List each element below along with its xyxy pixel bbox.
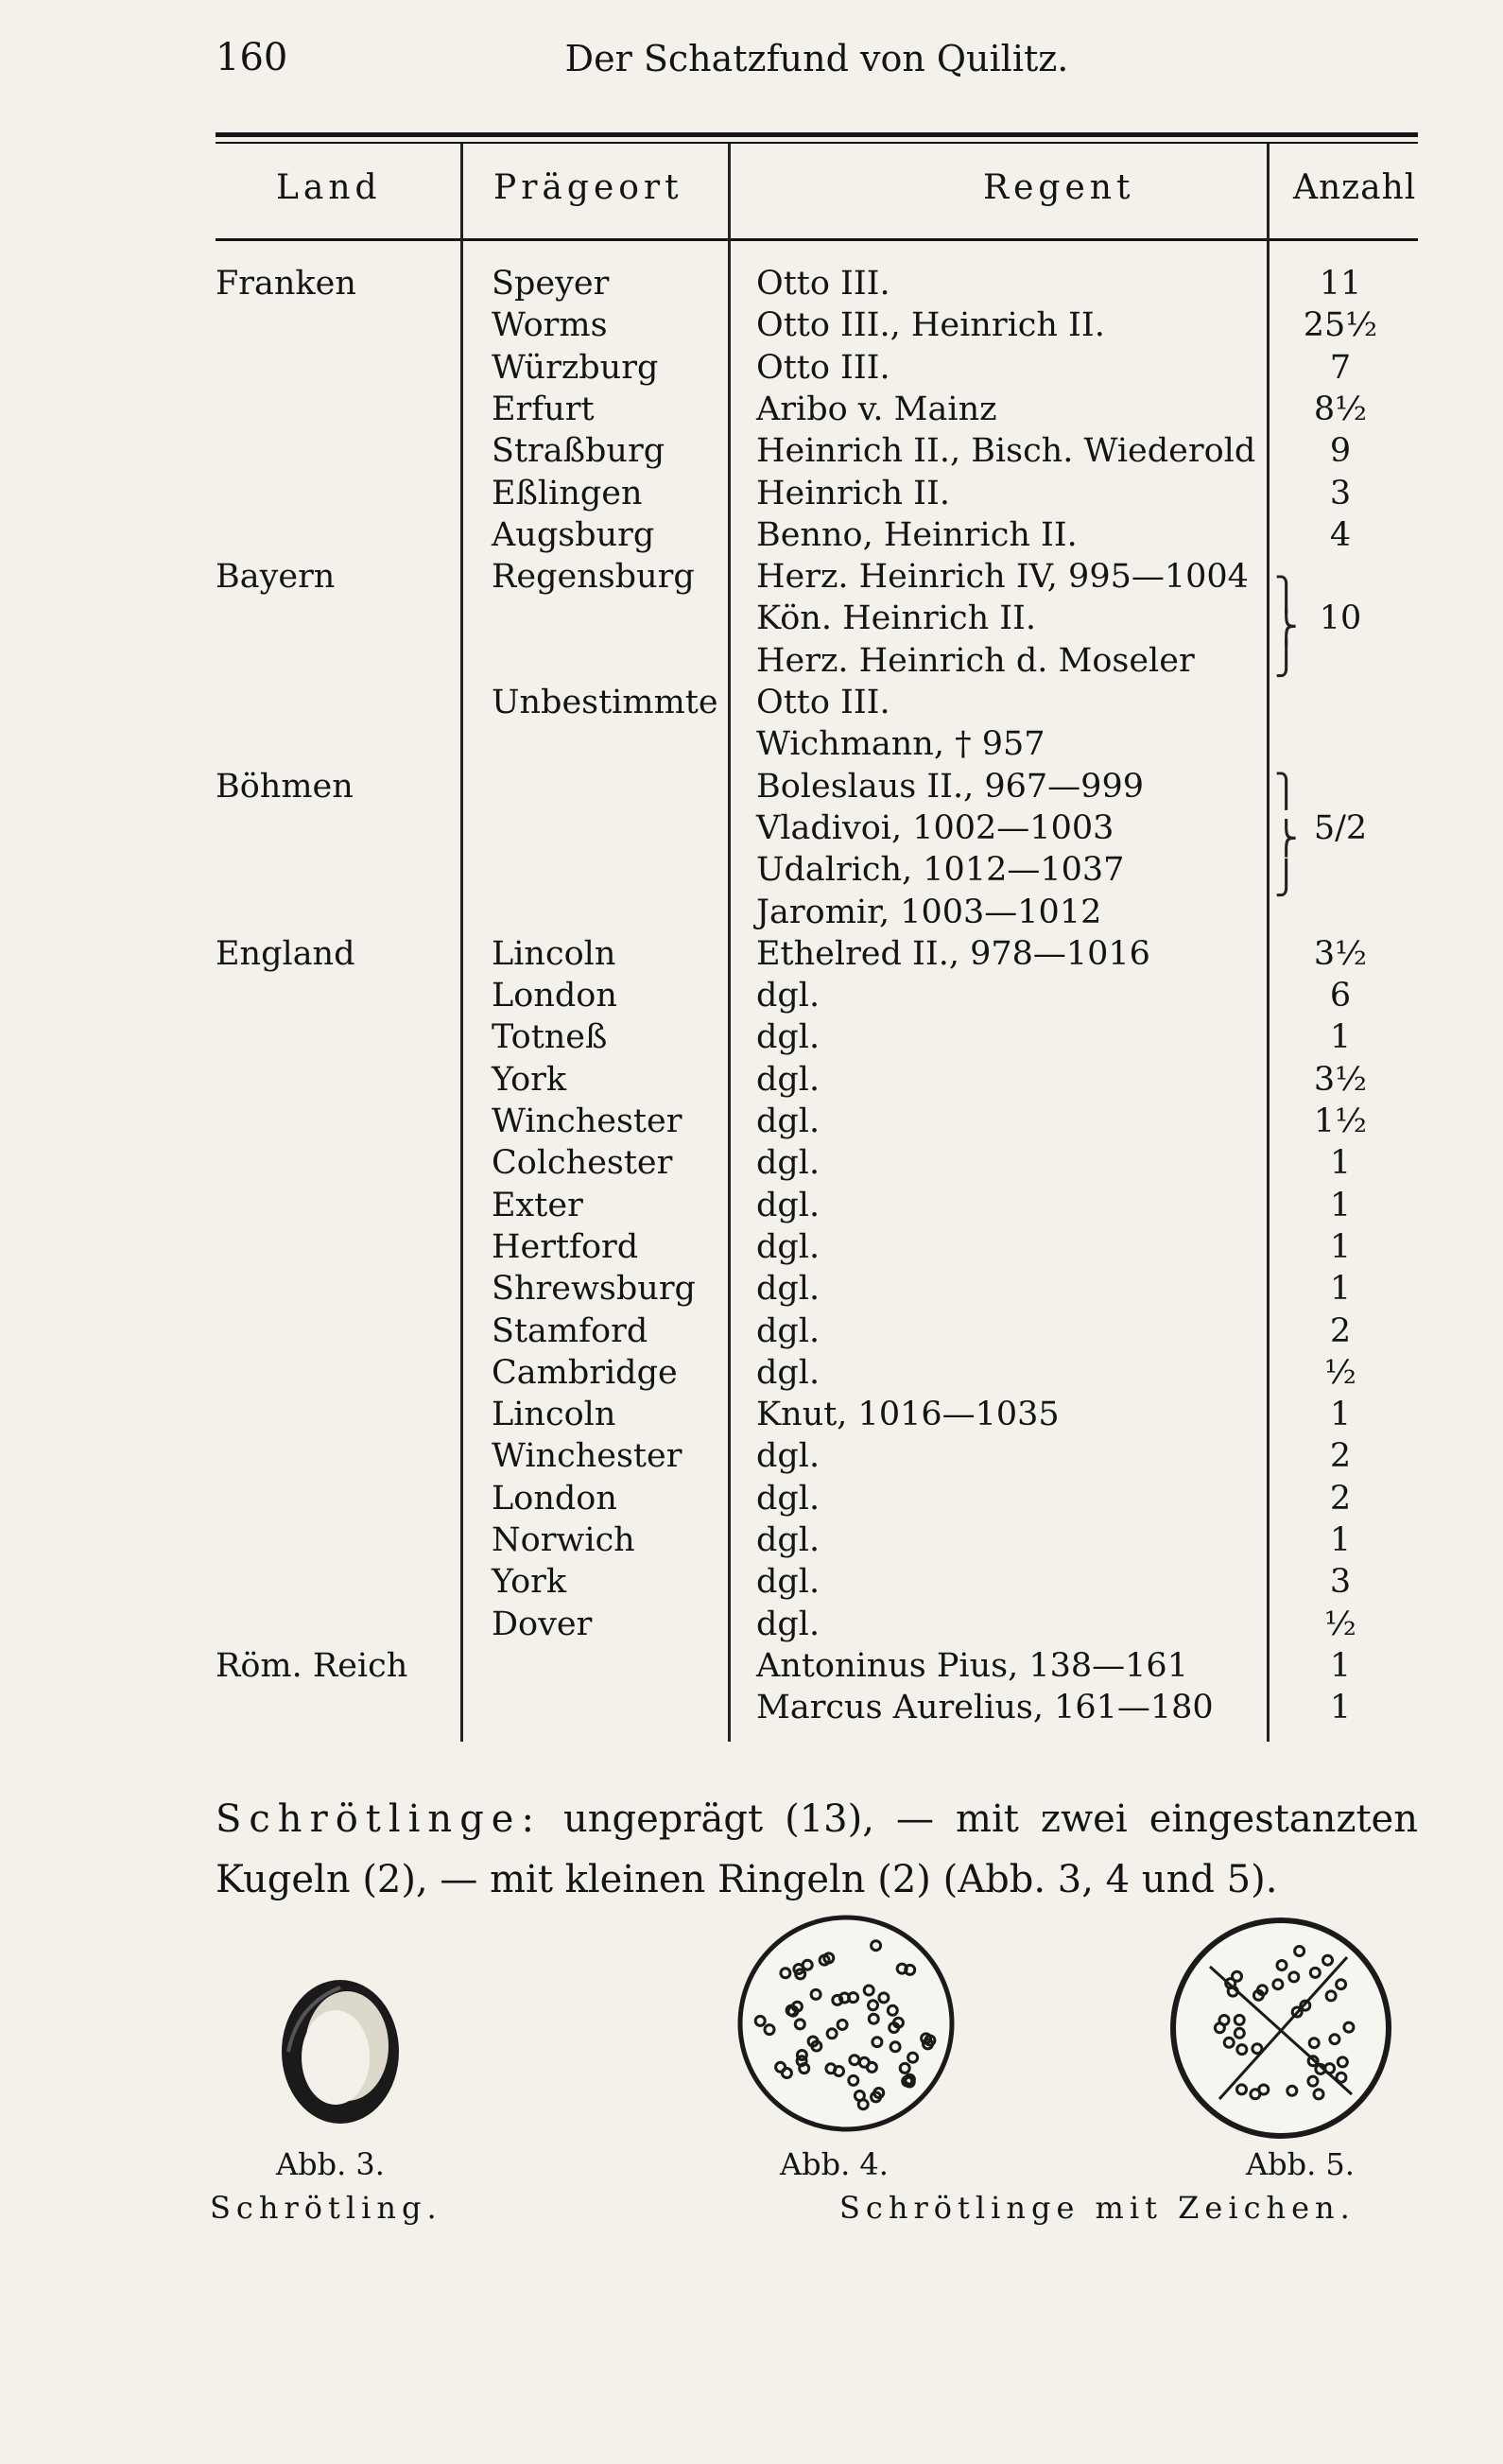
cell-anzahl: 2 <box>1329 1480 1352 1518</box>
cell-regent: Aribo v. Mainz <box>756 390 997 428</box>
schroetlinge-paragraph <box>216 1789 1418 1910</box>
brace-bayern: ⎬ <box>1274 608 1299 646</box>
cell-anzahl: 1 <box>1329 1018 1352 1056</box>
cell-anzahl: 1½ <box>1313 1102 1368 1140</box>
figure-label-abb4: Abb. 4. <box>780 2146 889 2182</box>
cell-regent: dgl. <box>756 1187 821 1224</box>
cell-regent: dgl. <box>756 1437 821 1475</box>
page-number: 160 <box>216 36 288 79</box>
cell-praegeort: Speyer <box>492 265 610 303</box>
column-header-anzahl: Anzahl <box>1293 168 1417 207</box>
cell-regent: Heinrich II., Bisch. Wiederold <box>756 432 1256 470</box>
brace-bayern: ⎭ <box>1274 640 1299 678</box>
cell-anzahl: ½ <box>1324 1354 1356 1392</box>
cell-regent: Heinrich II. <box>756 475 950 512</box>
brace-boehmen: ⎫ <box>1274 772 1299 810</box>
cell-praegeort: London <box>492 1480 617 1518</box>
cell-regent: dgl. <box>756 1228 821 1266</box>
cell-praegeort: Dover <box>492 1605 593 1643</box>
cell-anzahl: 1 <box>1329 1521 1352 1559</box>
cell-regent: Vladivoi, 1002—1003 <box>756 809 1114 847</box>
page-header <box>216 36 1418 93</box>
cell-regent: Udalrich, 1012—1037 <box>756 851 1125 889</box>
cell-land: England <box>216 935 355 973</box>
cell-praegeort: York <box>492 1563 567 1601</box>
cell-regent: dgl. <box>756 1354 821 1392</box>
paragraph-lead: Schrötlinge: <box>216 1797 542 1841</box>
running-title: Der Schatzfund von Quilitz. <box>564 38 1069 79</box>
cell-regent: Wichmann, † 957 <box>756 725 1045 763</box>
cell-praegeort: Winchester <box>492 1102 682 1140</box>
cell-regent: Otto III. <box>756 265 890 303</box>
cell-regent: Otto III. <box>756 349 890 387</box>
cell-praegeort: York <box>492 1061 567 1099</box>
caption-schroetling: Schrötling. <box>210 2190 442 2226</box>
figure-label-abb3: Abb. 3. <box>276 2146 385 2182</box>
cell-praegeort: Totneß <box>492 1018 608 1056</box>
cell-praegeort: Augsburg <box>492 516 655 554</box>
cell-regent: dgl. <box>756 1061 821 1099</box>
column-header-land: Land <box>276 168 382 207</box>
paragraph-text: ungeprägt (13), — mit zwei eingestanzten Kugeln (2), — mit kleinen Ringeln (2) (Abb. 3, 4 und 5). <box>216 1797 1418 1901</box>
cell-regent: Herz. Heinrich d. Moseler <box>756 642 1195 680</box>
cell-praegeort: Straßburg <box>492 432 665 470</box>
cell-regent: dgl. <box>756 1480 821 1518</box>
cell-anzahl: 3 <box>1329 1563 1352 1601</box>
cell-praegeort: Lincoln <box>492 935 616 973</box>
cell-praegeort: Cambridge <box>492 1354 678 1392</box>
cell-praegeort: Erfurt <box>492 390 595 428</box>
caption-schroetlinge-mit-zeichen: Schrötlinge mit Zeichen. <box>839 2190 1356 2226</box>
column-divider <box>728 144 731 1742</box>
cell-regent: dgl. <box>756 977 821 1015</box>
cell-regent: Boleslaus II., 967—999 <box>756 768 1144 806</box>
column-header-praegeort: Prägeort <box>493 168 683 207</box>
brace-boehmen: ⎭ <box>1274 859 1299 897</box>
cell-praegeort: Hertford <box>492 1228 639 1266</box>
figure-abb3-blank-icon <box>269 1967 411 2137</box>
cell-land: Bayern <box>216 558 336 596</box>
cell-praegeort: Norwich <box>492 1521 635 1559</box>
cell-regent: Kön. Heinrich II. <box>756 599 1037 637</box>
cell-anzahl: 3½ <box>1313 1061 1368 1099</box>
cell-regent: dgl. <box>756 1605 821 1643</box>
cell-praegeort: Winchester <box>492 1437 682 1475</box>
cell-regent: Otto III., Heinrich II. <box>756 306 1105 344</box>
cell-regent: Marcus Aurelius, 161—180 <box>756 1689 1214 1727</box>
cell-anzahl: 4 <box>1329 516 1352 554</box>
cell-anzahl: 10 <box>1319 599 1362 637</box>
figure-abb4-ringlets-icon <box>733 1910 959 2137</box>
cell-anzahl: 1 <box>1329 1689 1352 1727</box>
column-divider <box>460 144 463 1742</box>
cell-praegeort: London <box>492 977 617 1015</box>
cell-anzahl: 6 <box>1329 977 1352 1015</box>
cell-land: Franken <box>216 265 356 303</box>
cell-regent: dgl. <box>756 1018 821 1056</box>
cell-praegeort: Shrewsburg <box>492 1270 696 1308</box>
cell-praegeort: Stamford <box>492 1312 648 1350</box>
table-header-rule <box>216 238 1418 241</box>
brace-bayern: ⎫ <box>1274 576 1299 614</box>
cell-anzahl: 11 <box>1319 265 1362 303</box>
cell-regent: Otto III. <box>756 684 890 721</box>
cell-regent: Benno, Heinrich II. <box>756 516 1078 554</box>
cell-land: Böhmen <box>216 768 354 806</box>
cell-praegeort: Eßlingen <box>492 475 643 512</box>
column-header-regent: Regent <box>983 168 1135 207</box>
cell-regent: dgl. <box>756 1521 821 1559</box>
cell-land: Röm. Reich <box>216 1647 408 1685</box>
table-top-rule <box>216 132 1418 137</box>
cell-praegeort: Worms <box>492 306 608 344</box>
cell-anzahl: 2 <box>1329 1437 1352 1475</box>
cell-regent: Herz. Heinrich IV, 995—1004 <box>756 558 1249 596</box>
figure-abb5-marks-icon <box>1163 1910 1399 2146</box>
cell-regent: Ethelred II., 978—1016 <box>756 935 1150 973</box>
cell-praegeort: Exter <box>492 1187 583 1224</box>
cell-anzahl: 8½ <box>1313 390 1368 428</box>
cell-anzahl: 9 <box>1329 432 1352 470</box>
cell-anzahl: 1 <box>1329 1187 1352 1224</box>
table-top-rule-thin <box>216 142 1418 144</box>
cell-anzahl: 1 <box>1329 1144 1352 1182</box>
column-divider <box>1267 144 1270 1742</box>
cell-anzahl: 2 <box>1329 1312 1352 1350</box>
cell-anzahl: 7 <box>1329 349 1352 387</box>
cell-anzahl: 1 <box>1329 1647 1352 1685</box>
cell-regent: Antoninus Pius, 138—161 <box>756 1647 1188 1685</box>
cell-regent: Knut, 1016—1035 <box>756 1396 1060 1433</box>
cell-praegeort: Colchester <box>492 1144 673 1182</box>
cell-regent: dgl. <box>756 1102 821 1140</box>
cell-anzahl: ½ <box>1324 1605 1356 1643</box>
cell-praegeort: Regensburg <box>492 558 695 596</box>
cell-anzahl: 1 <box>1329 1228 1352 1266</box>
cell-anzahl: 3 <box>1329 475 1352 512</box>
cell-regent: dgl. <box>756 1144 821 1182</box>
cell-anzahl: 5/2 <box>1313 809 1368 847</box>
cell-regent: dgl. <box>756 1270 821 1308</box>
cell-anzahl: 25½ <box>1303 306 1378 344</box>
cell-regent: Jaromir, 1003—1012 <box>756 894 1102 931</box>
cell-anzahl: 3½ <box>1313 935 1368 973</box>
cell-praegeort: Unbestimmte <box>492 684 718 721</box>
cell-praegeort: Würzburg <box>492 349 659 387</box>
cell-regent: dgl. <box>756 1312 821 1350</box>
cell-anzahl: 1 <box>1329 1270 1352 1308</box>
figure-label-abb5: Abb. 5. <box>1246 2146 1355 2182</box>
brace-boehmen: ⎬ <box>1274 820 1299 858</box>
cell-praegeort: Lincoln <box>492 1396 616 1433</box>
cell-regent: dgl. <box>756 1563 821 1601</box>
cell-anzahl: 1 <box>1329 1396 1352 1433</box>
